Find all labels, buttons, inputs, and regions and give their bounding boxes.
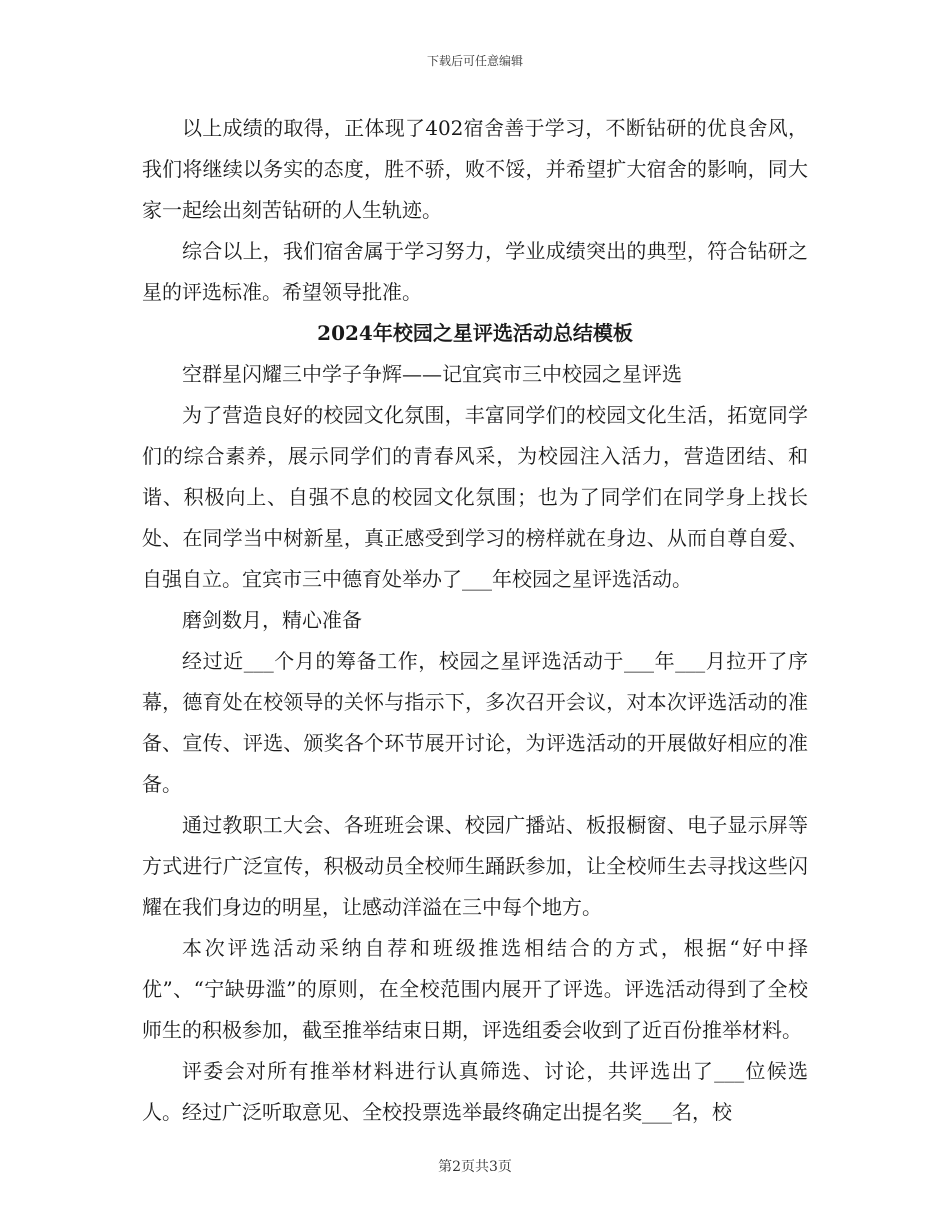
page-header: 下载后可任意编辑 bbox=[426, 54, 523, 68]
paragraph: 本次评选活动采纳自荐和班级推选相结合的方式，根据“好中择优”、“宁缺毋滥”的原则，在全校范围内展开了评选。评选活动得到了全校师生的积极参加，截至推举结束日期，评选组委会收到了近百份推举材料。 bbox=[142, 936, 808, 1042]
document-title: 2024年校园之星评选活动总结模板 bbox=[317, 321, 633, 345]
paragraph: 评委会对所有推举材料进行认真筛选、讨论，共评选出了___位候选人。经过广泛听取意见、全校投票选举最终确定出提名奖___名，校 bbox=[142, 1059, 808, 1124]
page-footer: 第2页共3页 bbox=[438, 1159, 512, 1175]
paragraph: 综合以上，我们宿舍属于学习努力，学业成绩突出的典型，符合钻研之星的评选标准。希望领导批准。 bbox=[142, 239, 808, 304]
paragraph: 通过教职工大会、各班班会课、校园广播站、板报橱窗、电子显示屏等方式进行广泛宣传，积极动员全校师生踊跃参加，让全校师生去寻找这些闪耀在我们身边的明星，让感动洋溢在三中每个地方。 bbox=[142, 813, 808, 919]
paragraph: 为了营造良好的校园文化氛围，丰富同学们的校园文化生活，拓宽同学们的综合素养，展示同学们的青春风采，为校园注入活力，营造团结、和谐、积极向上、自强不息的校园文化氛围；也为了同学们在同学身上找长处、在同学当中树新星，真正感受到学习的榜样就在身边、从而自尊自爱、自强自立。宜宾市三中德育处举办了___年校园之星评选活动。 bbox=[142, 403, 808, 591]
section-heading: 磨剑数月，精心准备 bbox=[182, 608, 362, 632]
paragraph: 以上成绩的取得，正体现了402宿舍善于学习，不断钻研的优良舍风，我们将继续以务实的态度，胜不骄，败不馁，并希望扩大宿舍的影响，同大家一起绘出刻苦钻研的人生轨迹。 bbox=[142, 116, 808, 222]
document-body bbox=[142, 108, 808, 1133]
paragraph: 经过近___个月的筹备工作，校园之星评选活动于___年___月拉开了序幕，德育处在校领导的关怀与指示下，多次召开会议，对本次评选活动的准备、宣传、评选、颁奖各个环节展开讨论，为评选活动的开展做好相应的准备。 bbox=[142, 649, 808, 796]
subtitle-paragraph: 空群星闪耀三中学子争辉——记宜宾市三中校园之星评选 bbox=[182, 362, 682, 386]
